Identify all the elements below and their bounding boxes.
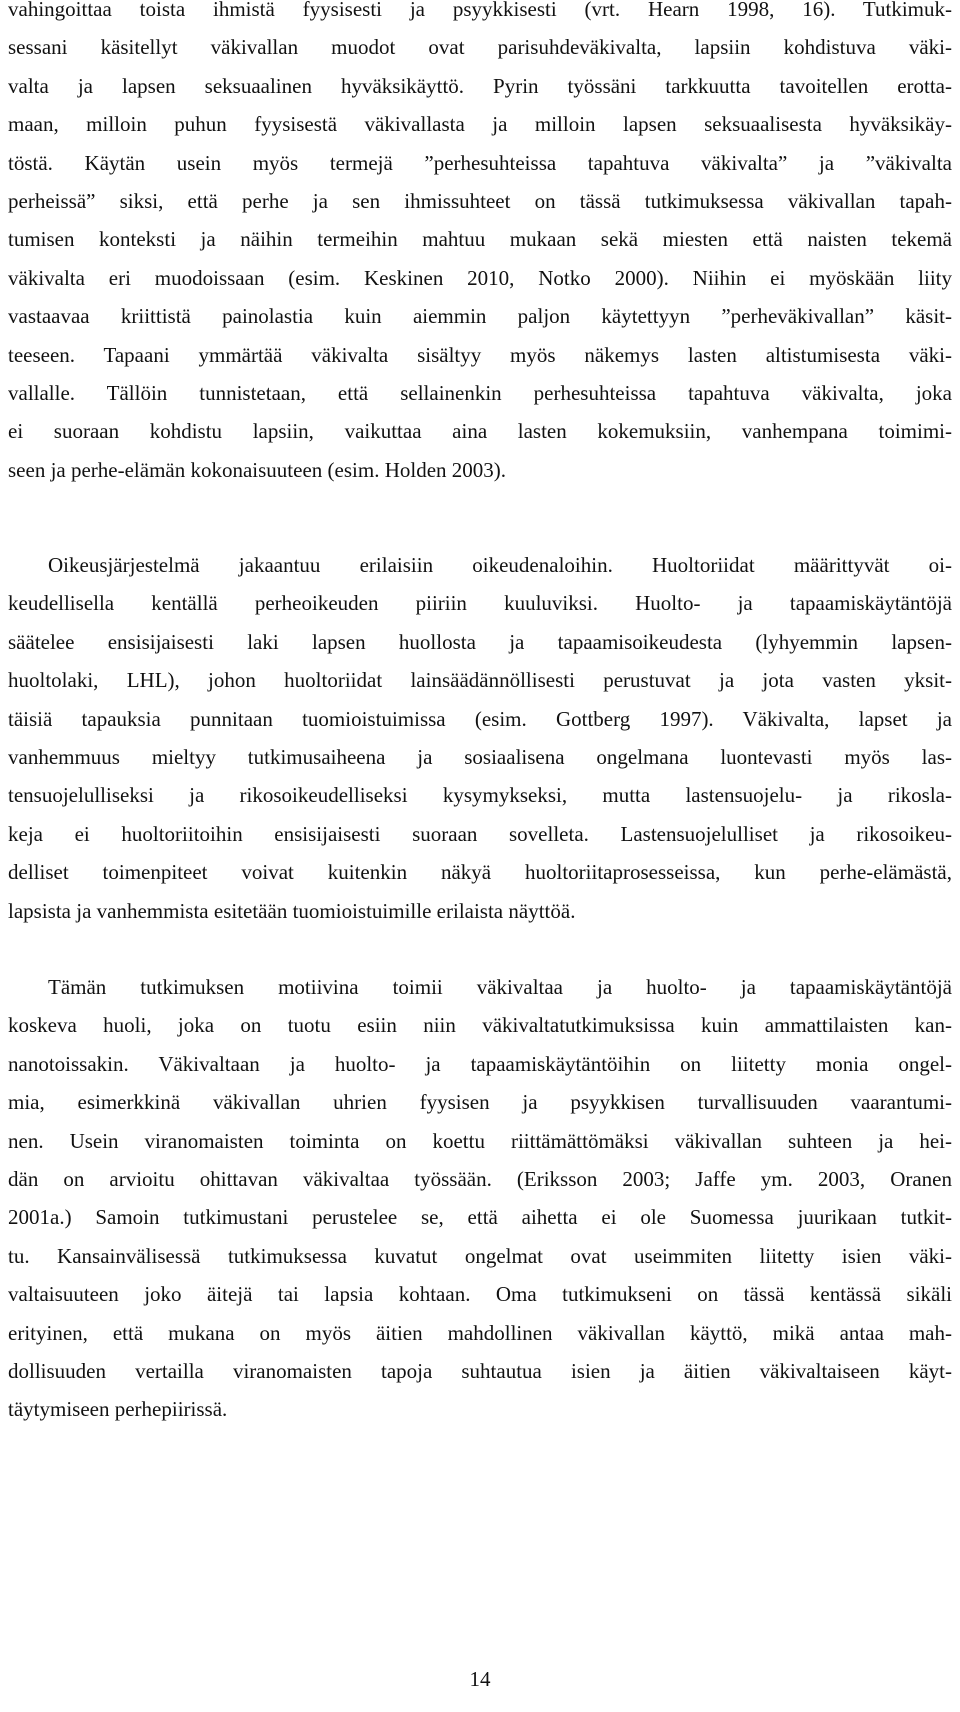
text-line: seen ja perhe-elämän kokonaisuuteen (esim. Holden 2003). — [8, 457, 507, 482]
text-line: 2001a.) Samoin tutkimustani perustelee se, että aihetta ei ole Suomessa juurikaan tutkit- — [8, 1205, 952, 1230]
text-line: täisiä tapauksia punnitaan tuomioistuimissa (esim. Gottberg 1997). Väkivalta, lapset ja — [8, 706, 952, 731]
text-line: dollisuuden vertailla viranomaisten tapoja suhtautua isien ja äitien väkivaltaiseen käyt- — [8, 1358, 952, 1383]
text-line: täytymiseen perhepiirissä. — [8, 1397, 228, 1422]
text-line: tu. Kansainvälisessä tutkimuksessa kuvatut ongelmat ovat useimmiten liitetty isien väki- — [8, 1243, 952, 1268]
text-line: maan, milloin puhun fyysisestä väkivallasta ja milloin lapsen seksuaalisesta hyväksikäy- — [8, 112, 952, 137]
text-line: perheissä” siksi, että perhe ja sen ihmissuhteet on tässä tutkimuksessa väkivallan tapah- — [8, 188, 952, 213]
text-line: koskeva huoli, joka on tuotu esiin niin väkivaltatutkimuksissa kuin ammattilaisten kan- — [8, 1013, 952, 1038]
text-line: nen. Usein viranomaisten toiminta on koettu riittämättömäksi väkivallan suhteen ja hei- — [8, 1128, 952, 1153]
text-line: ei suoraan kohdistu lapsiin, vaikuttaa aina lasten kokemuksiin, vanhempana toimimi- — [8, 419, 952, 444]
text-line: mia, esimerkkinä väkivallan uhrien fyysisen ja psyykkisen turvallisuuden vaarantumi- — [8, 1090, 952, 1115]
paragraph-3 — [8, 968, 952, 1429]
text-line: tensuojelulliseksi ja rikosoikeudelliseksi kysymykseksi, mutta lastensuojelu- ja rikosla- — [8, 783, 952, 808]
text-line: teeseen. Tapaani ymmärtää väkivalta sisältyy myös näkemys lasten altistumisesta väki- — [8, 342, 952, 367]
text-line: Tämän tutkimuksen motiivina toimii väkivaltaa ja huolto- ja tapaamiskäytäntöjä — [48, 975, 952, 999]
text-line: lapsista ja vanhemmista esitetään tuomioistuimille erilaista näyttöä. — [8, 898, 576, 923]
text-line: Oikeusjärjestelmä jakaantuu erilaisiin oikeudenaloihin. Huoltoriidat määrittyvät oi- — [48, 553, 952, 577]
text-line: säätelee ensisijaisesti laki lapsen huollosta ja tapaamisoikeudesta (lyhyemmin lapsen- — [8, 629, 952, 654]
text-line: tumisen konteksti ja näihin termeihin mahtuu mukaan sekä miesten että naisten tekemä — [8, 227, 952, 252]
text-line: vanhemmuus mieltyy tutkimusaiheena ja sosiaalisena ongelmana luontevasti myös las- — [8, 744, 952, 769]
text-line: vallalle. Tällöin tunnistetaan, että sellainenkin perhesuhteissa tapahtuva väkivalta, joka — [8, 380, 952, 405]
text-line: keudellisella kentällä perheoikeuden piiriin kuuluviksi. Huolto- ja tapaamiskäytäntöjä — [8, 591, 952, 616]
text-line: väkivalta eri muodoissaan (esim. Keskinen 2010, Notko 2000). Niihin ei myöskään liity — [8, 265, 952, 290]
text-line: huoltolaki, LHL), johon huoltoriidat lainsäädännöllisesti perustuvat ja jota vasten yksit- — [8, 668, 952, 693]
text-line: vahingoittaa toista ihmistä fyysisesti ja psyykkisesti (vrt. Hearn 1998, 16). Tutkimuk- — [8, 0, 952, 21]
text-line: sessani käsitellyt väkivallan muodot ovat parisuhdeväkivalta, lapsiin kohdistuva väki- — [8, 35, 952, 60]
text-line: valta ja lapsen seksuaalinen hyväksikäyttö. Pyrin työssäni tarkkuutta tavoitellen erotta- — [8, 73, 952, 98]
text-line: vastaavaa kriittistä painolastia kuin aiemmin paljon käytettyyn ”perheväkivallan” käsit- — [8, 304, 952, 329]
text-line: erityinen, että mukana on myös äitien mahdollinen väkivallan käyttö, mikä antaa mah- — [8, 1320, 952, 1345]
text-line: nanotoissakin. Väkivaltaan ja huolto- ja tapaamiskäytäntöihin on liitetty monia ongel- — [8, 1051, 952, 1076]
page-number: 14 — [469, 1667, 491, 1691]
text-line: delliset toimenpiteet voivat kuitenkin näkyä huoltoriitaprosesseissa, kun perhe-elämästä, — [8, 860, 952, 885]
text-line: töstä. Käytän usein myös termejä ”perhesuhteissa tapahtuva väkivalta” ja ”väkivalta — [8, 150, 952, 175]
text-line: valtaisuuteen joko äitejä tai lapsia kohtaan. Oma tutkimukseni on tässä kentässä sikäli — [8, 1282, 952, 1307]
text-line: dän on arvioitu ohittavan väkivaltaa työssään. (Eriksson 2003; Jaffe ym. 2003, Oranen — [8, 1166, 952, 1191]
paragraph-2 — [8, 546, 952, 930]
paragraph-1 — [8, 0, 952, 489]
text-line: keja ei huoltoriitoihin ensisijaisesti suoraan sovelleta. Lastensuojelulliset ja rikosoikeu- — [8, 821, 952, 846]
